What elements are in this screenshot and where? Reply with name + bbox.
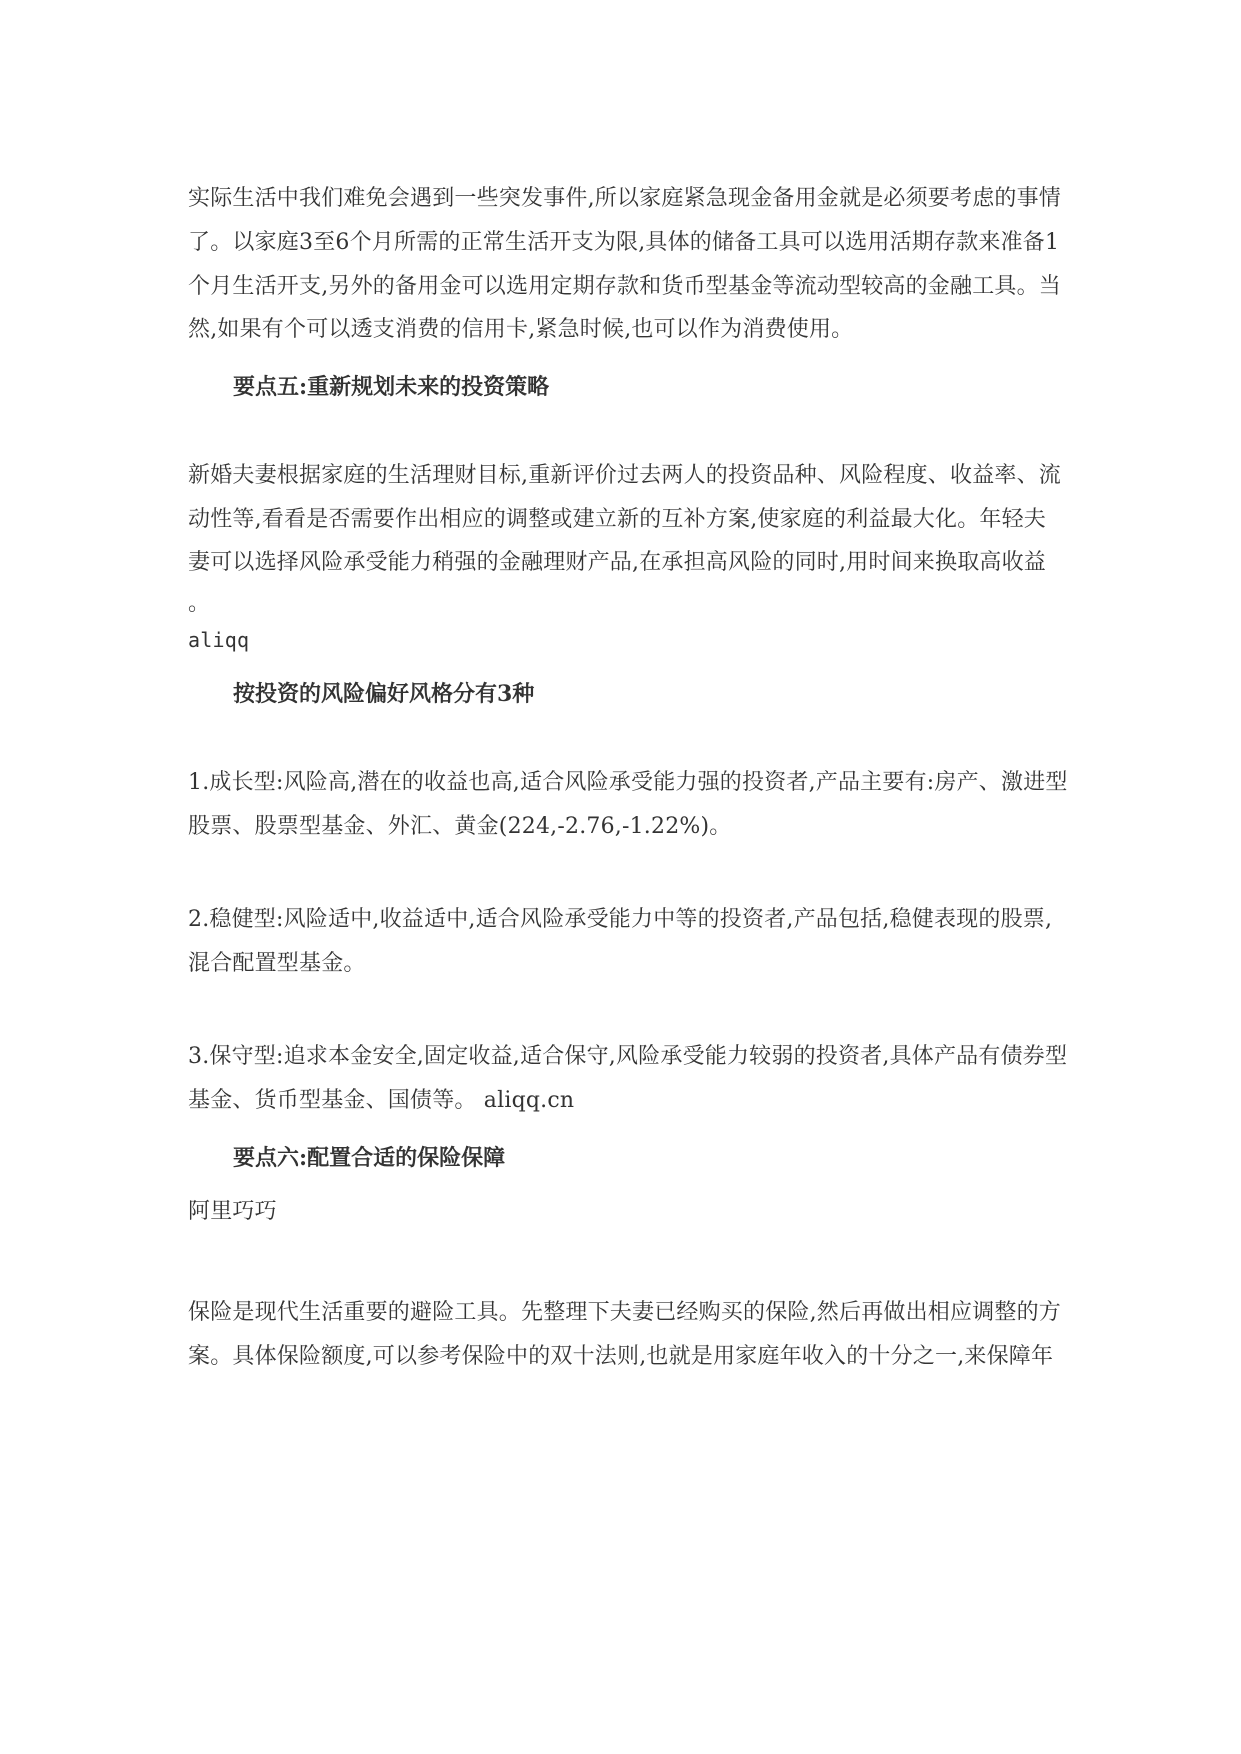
item-balanced-line-1: 2.稳健型:风险适中,收益适中,适合风险承受能力中等的投资者,产品包括,稳健表现的股票, xyxy=(188,907,1053,932)
paragraph-investment-line-3: 妻可以选择风险承受能力稍强的金融理财产品,在承担高风险的同时,用时间来换取高收益 xyxy=(188,550,1046,575)
paragraph-investment-line-2: 动性等,看看是否需要作出相应的调整或建立新的互补方案,使家庭的利益最大化。年轻夫 xyxy=(188,507,1046,532)
item-conservative-line-1: 3.保守型:追求本金安全,固定收益,适合保守,风险承受能力较弱的投资者,具体产品有债券型 xyxy=(188,1044,1068,1069)
item-conservative-line-2: 基金、货币型基金、国债等。 aliqq.cn xyxy=(188,1088,575,1113)
watermark-aliqiaoqiao: 阿里巧巧 xyxy=(188,1199,277,1224)
paragraph-investment-line-4: 。 xyxy=(188,591,211,616)
paragraph-emergency-line-4: 然,如果有个可以透支消费的信用卡,紧急时候,也可以作为消费使用。 xyxy=(188,317,854,342)
paragraph-investment-line-1: 新婚夫妻根据家庭的生活理财目标,重新评价过去两人的投资品种、风险程度、收益率、流 xyxy=(188,463,1061,488)
item-balanced-line-2: 混合配置型基金。 xyxy=(188,951,366,976)
item-growth-line-2: 股票、股票型基金、外汇、黄金(224,-2.76,-1.22%)。 xyxy=(188,814,732,839)
paragraph-insurance-line-2: 案。具体保险额度,可以参考保险中的双十法则,也就是用家庭年收入的十分之一,来保障年 xyxy=(188,1344,1054,1369)
paragraph-insurance-line-1: 保险是现代生活重要的避险工具。先整理下夫妻已经购买的保险,然后再做出相应调整的方 xyxy=(188,1300,1061,1325)
paragraph-emergency-line-2: 了。以家庭3至6个月所需的正常生活开支为限,具体的储备工具可以选用活期存款来准备1 xyxy=(188,230,1060,255)
item-growth-line-1: 1.成长型:风险高,潜在的收益也高,适合风险承受能力强的投资者,产品主要有:房产、激进型 xyxy=(188,770,1068,795)
heading-risk-styles: 按投资的风险偏好风格分有3种 xyxy=(233,681,535,707)
heading-point-five: 要点五:重新规划未来的投资策略 xyxy=(233,374,550,400)
heading-point-six: 要点六:配置合适的保险保障 xyxy=(233,1145,506,1171)
paragraph-emergency-line-3: 个月生活开支,另外的备用金可以选用定期存款和货币型基金等流动型较高的金融工具。当 xyxy=(188,274,1061,299)
watermark-aliqq: aliqq xyxy=(188,628,250,652)
paragraph-emergency-line-1: 实际生活中我们难免会遇到一些突发事件,所以家庭紧急现金备用金就是必须要考虑的事情 xyxy=(188,186,1061,211)
